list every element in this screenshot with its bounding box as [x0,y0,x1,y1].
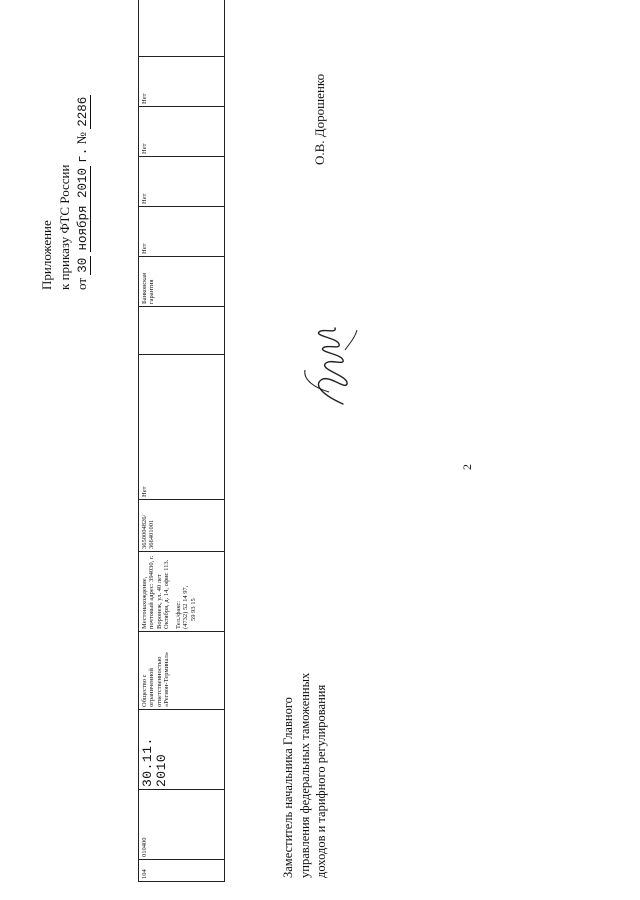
cell-col-7: Нет [139,355,225,500]
table-row [139,0,225,882]
cell-address: Местонахождение, почтовый адрес: 394030, г. Воронеж, ул. 40 лет Октября, д. 14, офис 113. Тел./факс: (4732) 52 14 97, 59 93 15 [139,552,225,632]
cell-inn: 3650004826/ 366401001 [139,500,225,552]
signer-name: О.В. Дорошенко [312,73,327,165]
cell-col-11: Нет [139,157,225,207]
signer-title: Заместитель начальника Главного управления федеральных таможенных доходов и тарифного регулирования [281,672,328,878]
signature-image [285,320,365,410]
appendix-header [38,30,92,290]
cell-col-8 [139,307,225,355]
appendix-day: 30 [76,257,91,273]
cell-num: 104 [139,860,225,882]
appendix-number-sign: № [74,132,90,145]
appendix-date-line [73,30,92,290]
appendix-month-year: ноября 2010 [76,167,91,251]
cell-code: 010400 [139,790,225,860]
cell-guarantee: Банковская гарантия [139,257,225,307]
cell-col-14 [139,0,225,57]
appendix-order-ref: к приказу ФТС России [56,164,72,290]
cell-organization: Общество с ограниченной ответственностью «Регион-Терминал» [139,632,225,710]
cell-col-10: Нет [139,207,225,257]
appendix-from: от [74,277,90,290]
cell-col-13: Нет [139,57,225,107]
cell-date: 30.11. 2010 [139,710,225,790]
cell-col-12: Нет [139,107,225,157]
appendix-year-suffix: г. [76,147,91,163]
appendix-number: 2286 [76,96,91,127]
registry-table [138,0,225,882]
appendix-title: Приложение [39,220,54,290]
page-number: 2 [460,464,474,470]
